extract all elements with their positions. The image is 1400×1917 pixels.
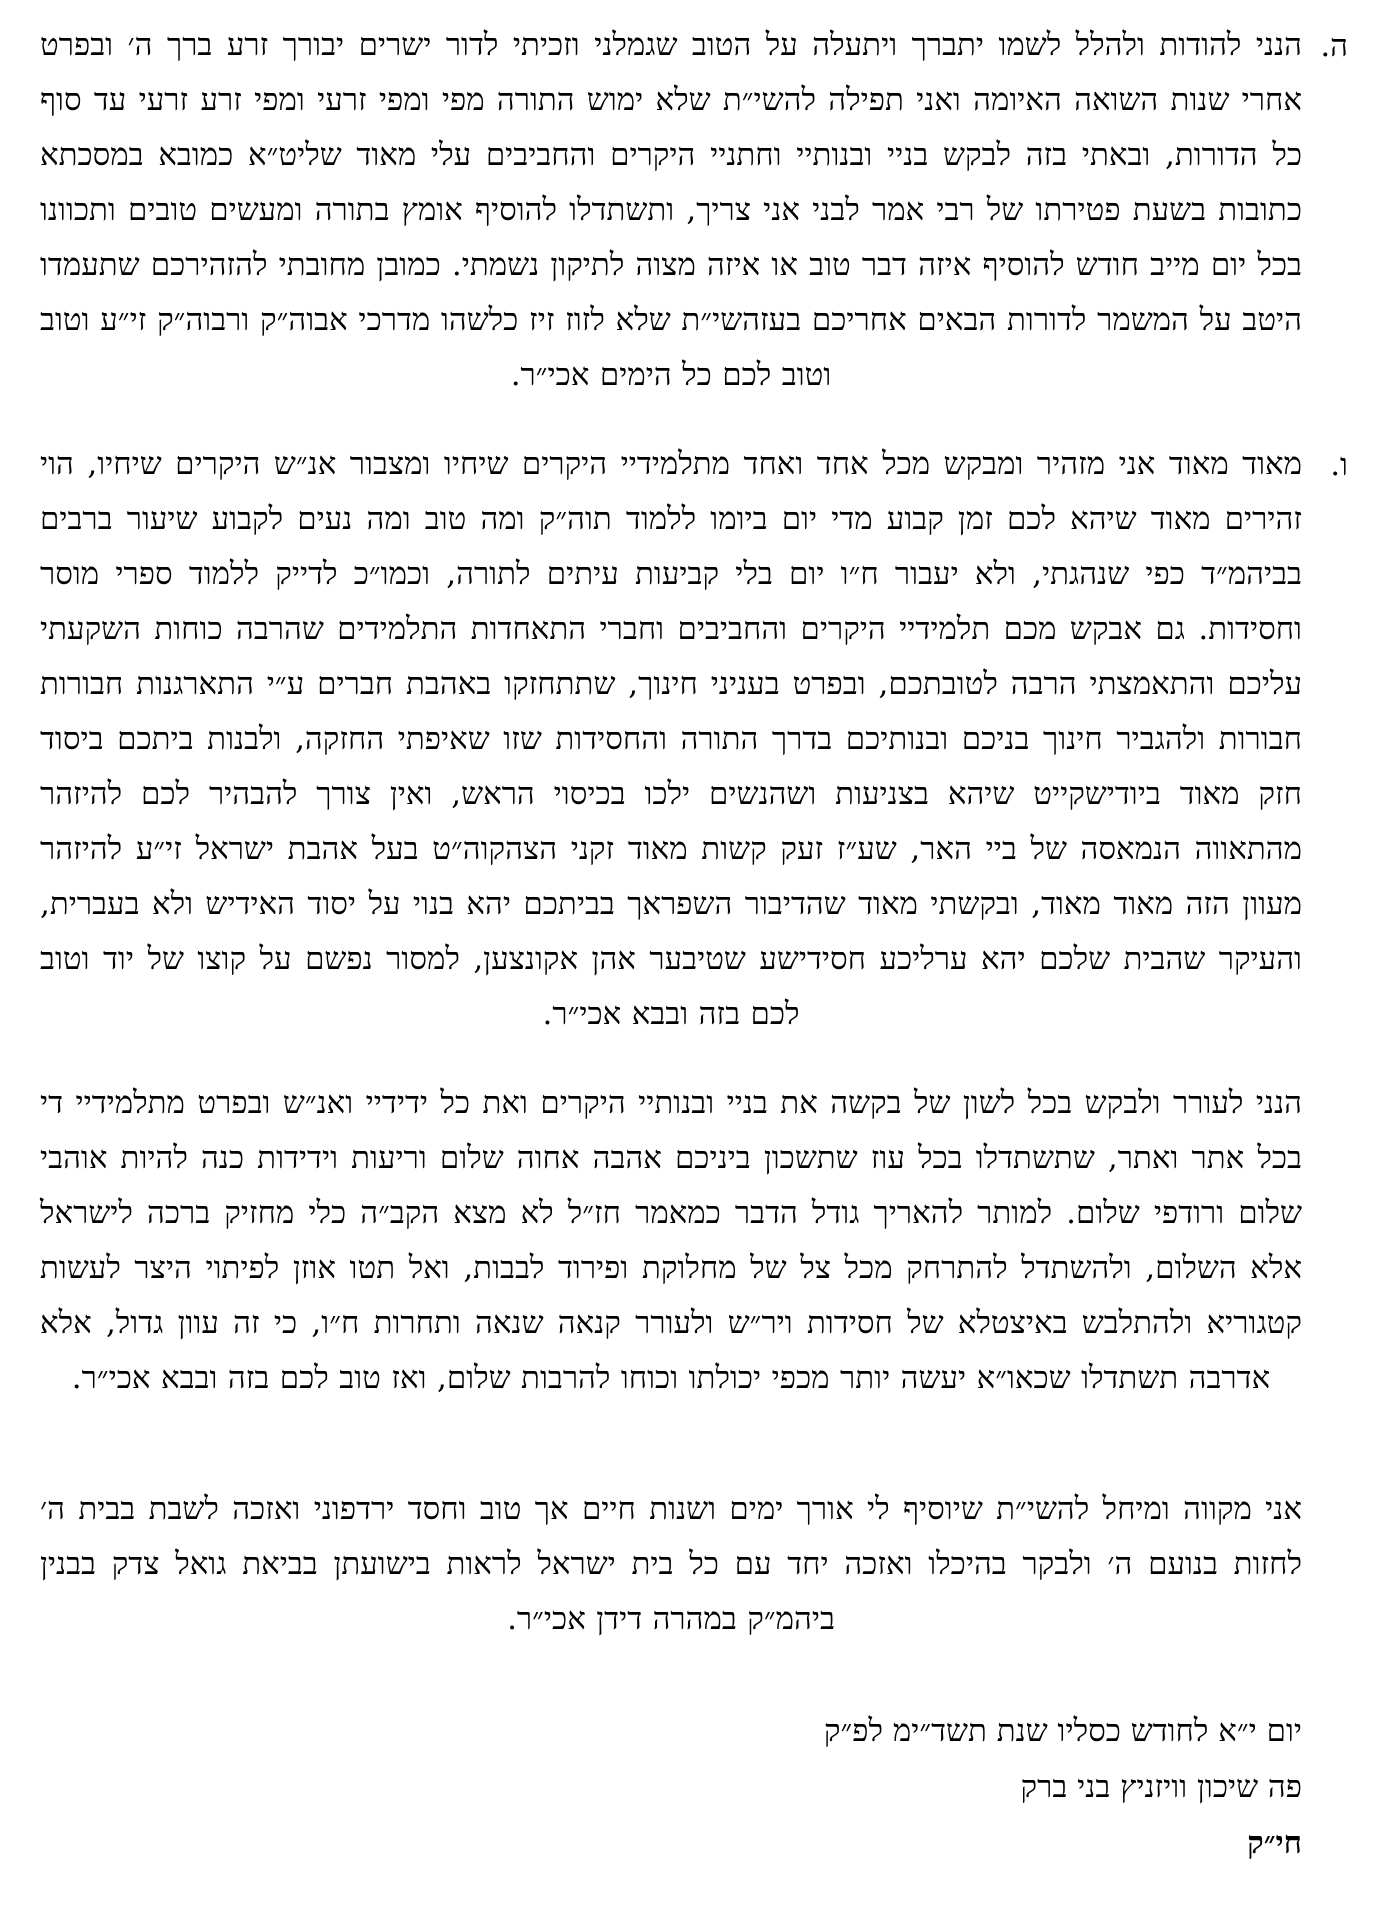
clause-marker-he: ה. <box>1320 28 1348 64</box>
clause-vav <box>40 437 1348 1042</box>
signature-block <box>40 1703 1302 1869</box>
clause-he <box>40 18 1348 419</box>
clause-text-he: הנני להודות ולהלל לשמו יתברך ויתעלה על הטוב שגמלני וזכיתי לדור ישרים יבורך זרע ברך ה׳ ובפרט אחרי שנות השואה האיומה ואני תפילה להשי״ת שלא ימוש התורה מפי ומפי זרעי ומפי זרע זרעי עד סוף כל הדורות, ובאתי בזה לבקש בניי ובנותיי וחתניי היקרים והחביבים עלי מאוד שליט״א כמובא במסכתא כתובות בשעת פטירתו של רבי אמר לבני אני צריך, ותשתדלו להוסיף אומץ בתורה ומעשים טובים ותכוונו בכל יום מייב חודש להוסיף איזה דבר טוב או איזה מצוה לתיקון נשמתי. כמובן מחובתי להזהירכם שתעמדו היטב על המשמר לדורות הבאים אחריכם בעזהשי״ת שלא לזוז זיז כלשהו מדרכי אבוה״ק ורבוה״ק זי״ע וטוב וטוב לכם כל הימים אכי״ר. <box>40 27 1302 393</box>
clause-body-vav <box>40 437 1302 1042</box>
clause-marker-vav: ו. <box>1330 447 1348 483</box>
spacer <box>40 1422 1348 1480</box>
paragraph-closing-blessing: אני מקווה ומיחל להשי״ת שיוסיף לי אורך ימים ושנות חיים אך טוב וחסד ירדפוני ואזכה לשבת בבית ה׳ לחזות בנועם ה׳ ולבקר בהיכלו ואזכה יחד עם כל בית ישראל לראות בישועתן בביאת גואל צדק בבנין ביהמ״ק במהרה דידן אכי״ר. <box>40 1491 1302 1637</box>
signature-date: יום י״א לחודש כסליו שנת תשד״ימ לפ״ק <box>823 1713 1302 1749</box>
spacer <box>40 1060 1348 1074</box>
clause-body-he <box>40 18 1302 419</box>
signature-place: פה שיכון וויזניץ בני ברק <box>1020 1769 1302 1805</box>
clause-text-vav: מאוד מאוד אני מזהיר ומבקש מכל אחד ואחד מתלמידיי היקרים שיחיו ומצבור אנ״ש היקרים שיחיו, הוי זהירים מאוד שיהא לכם זמן קבוע מדי יום ביומו ללמוד תוה״ק ומה טוב ומה נעים לקבוע שיעור ברבים בביהמ״ד כפי שנהגתי, ולא יעבור ח״ו יום בלי קביעות עיתים לתורה, וכמו״כ לדייק ללמוד ספרי מוסר וחסידות. גם אבקש מכם תלמידיי היקרים והחביבים וחברי התאחדות התלמידים שהרבה כוחות השקעתי עליכם והתאמצתי הרבה לטובתכם, ובפרט בעניני חינוך, שתתחזקו באהבת חברים ע״י התארגנות חבורות חבורות ולהגביר חינוך בניכם ובנותיכם בדרך התורה והחסידות שזו שאיפתי החזקה, ולבנות ביתכם ביסוד חזק מאוד ביודישקייט שיהא בצניעות ושהנשים ילכו בכיסוי הראש, ואין צורך להבהיר לכם להיזהר מהתאווה הנמאסה של ביי האר, שע״ז זעק קשות מאוד זקני הצהקוה״ט בעל אהבת ישראל זי״ע להיזהר מעוון הזה מאוד מאוד, ובקשתי מאוד שהדיבור השפראך בביתכם יהא בנוי על יסוד האידיש ולא בעברית, והעיקר שהבית שלכם יהא ערליכע חסידישע שטיבער אהן אקונצען, למסור נפשם על קוצו של יוד וטוב לכם בזה ובבא אכי״ר. <box>40 446 1302 1032</box>
paragraph-peace-appeal: הנני לעורר ולבקש בכל לשון של בקשה את בניי ובנותיי היקרים ואת כל ידידיי ואנ״ש ובפרט מתלמידיי די בכל אתר ואתר, שתשתדלו בכל עוז שתשכון ביניכם אהבה אחוה שלום וריעות וידידות כנה להיות אוהבי שלום ורודפי שלום. למותר להאריך גודל הדבר כמאמר חז״ל לא מצא הקב״ה כלי מחזיק ברכה לישראל אלא השלום, ולהשתדל להתרחק מכל צל של מחלוקת ופירוד לבבות, ואל תטו אוזן לפיתוי היצר לעשות קטגוריא ולהתלבש באיצטלא של חסידות ויר״ש ולעורר קנאה שנאה ותחרות ח״ו, כי זה עוון גדול, אלא אדרבה תשתדלו שכאו״א יעשה יותר מכפי יכולתו וכוחו להרבות שלום, ואז טוב לכם בזה ובבא אכי״ר. <box>40 1085 1302 1396</box>
signature-initials: חי״ק <box>1247 1825 1302 1861</box>
